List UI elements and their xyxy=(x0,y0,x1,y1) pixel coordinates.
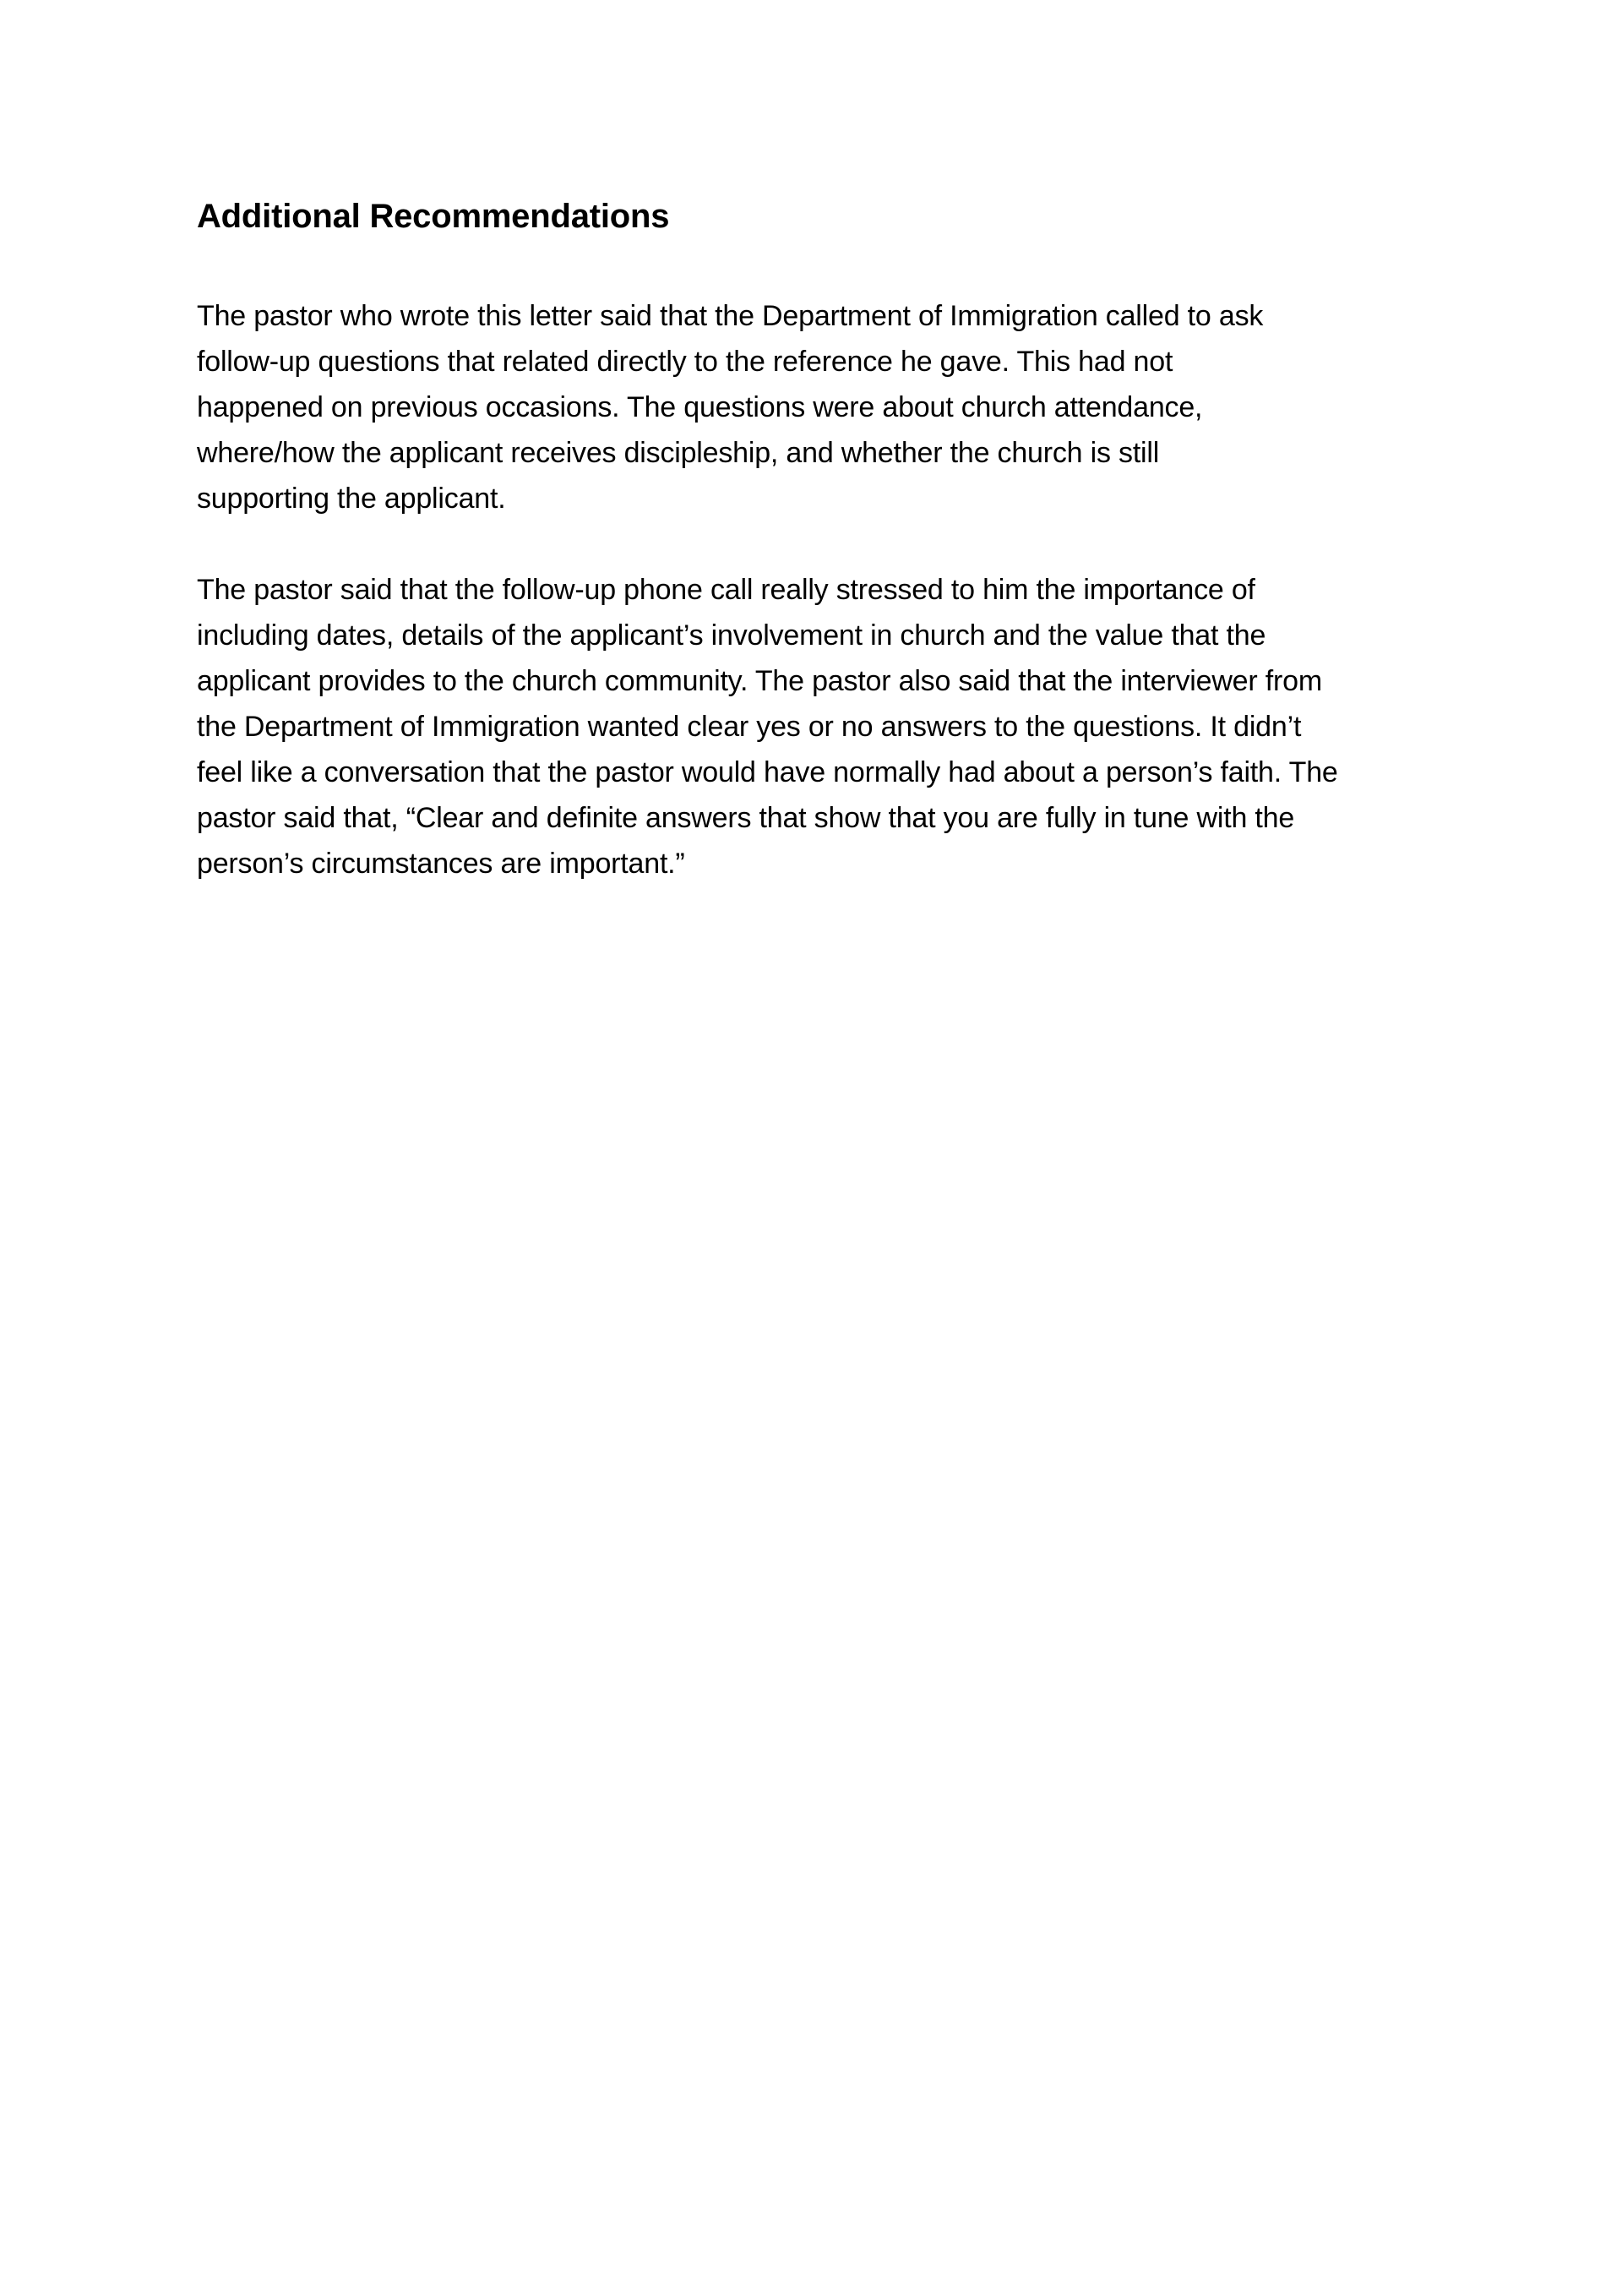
text-line: follow-up questions that related directly to the reference he gave. This had not xyxy=(197,346,1173,378)
text-line: where/how the applicant receives discipleship, and whether the church is still xyxy=(197,437,1160,469)
text-line: The pastor said that the follow-up phone call really stressed to him the importance of xyxy=(197,574,1255,606)
text-line: applicant provides to the church community. The pastor also said that the interviewer from xyxy=(197,665,1322,697)
text-line: pastor said that, “Clear and definite answers that show that you are fully in tune with the xyxy=(197,802,1295,834)
paragraph-two xyxy=(197,567,1464,886)
text-line: feel like a conversation that the pastor would have normally had about a person’s faith. The xyxy=(197,756,1338,788)
text-line: The pastor who wrote this letter said that the Department of Immigration called to ask xyxy=(197,300,1264,332)
paragraph-one xyxy=(197,293,1464,521)
text-line: including dates, details of the applicant’s involvement in church and the value that the xyxy=(197,619,1266,652)
text-line: happened on previous occasions. The questions were about church attendance, xyxy=(197,391,1203,423)
text-line: the Department of Immigration wanted clear yes or no answers to the questions. It didn’t xyxy=(197,711,1302,743)
section-heading: Additional Recommendations xyxy=(197,198,670,235)
text-line: person’s circumstances are important.” xyxy=(197,848,685,880)
text-line: supporting the applicant. xyxy=(197,483,506,515)
